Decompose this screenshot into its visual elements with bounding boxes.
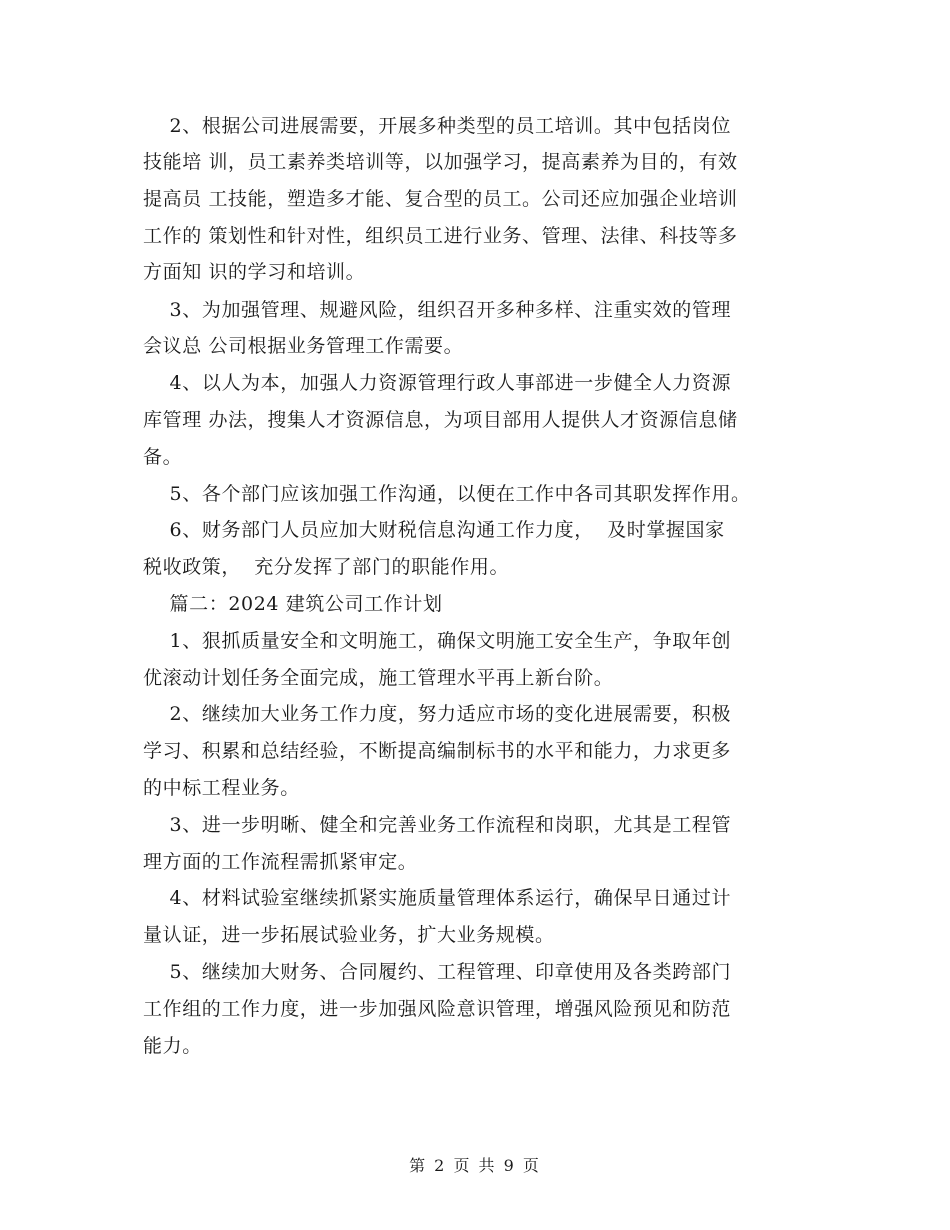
- text-line: 量认证，进一步拓展试验业务，扩大业务规模。: [143, 924, 555, 946]
- text-line: 能力。: [143, 1035, 202, 1057]
- section-heading: 篇二：2024 建筑公司工作计划: [143, 593, 443, 615]
- text-line: 优滚动计划任务全面完成，施工管理水平再上新台阶。: [143, 667, 614, 689]
- text-line: 会议总 公司根据业务管理工作需要。: [143, 335, 464, 357]
- text-line: 1、狠抓质量安全和文明施工，确保文明施工安全生产，争取年创: [143, 630, 732, 652]
- text-line: 4、材料试验室继续抓紧实施质量管理体系运行，确保早日通过计: [143, 887, 732, 909]
- text-line: 备。: [143, 446, 183, 468]
- text-line: 2、根据公司进展需要，开展多种类型的员工培训。其中包括岗位: [143, 115, 732, 137]
- text-line: 6、财务部门人员应加大财税信息沟通工作力度， 及时掌握国家: [143, 519, 725, 541]
- text-line: 库管理 办法，搜集人才资源信息，为项目部用人提供人才资源信息储: [143, 409, 738, 431]
- text-line: 理方面的工作流程需抓紧审定。: [143, 851, 418, 873]
- text-line: 提高员 工技能，塑造多才能、复合型的员工。公司还应加强企业培训: [143, 188, 738, 210]
- text-line: 学习、积累和总结经验，不断提高编制标书的水平和能力，力求更多: [143, 740, 732, 762]
- text-line: 技能培 训，员工素养类培训等，以加强学习，提高素养为目的，有效: [143, 151, 738, 173]
- text-line: 3、为加强管理、规避风险，组织召开多种多样、注重实效的管理: [143, 299, 732, 321]
- text-line: 税收政策， 充分发挥了部门的职能作用。: [143, 556, 510, 578]
- text-line: 5、继续加大财务、合同履约、工程管理、印章使用及各类跨部门: [143, 961, 732, 983]
- text-line: 5、各个部门应该加强工作沟通，以便在工作中各司其职发挥作用。: [143, 483, 751, 505]
- text-line: 的中标工程业务。: [143, 777, 300, 799]
- page-footer: 第 2 页 共 9 页: [409, 1156, 541, 1175]
- text-line: 2、继续加大业务工作力度，努力适应市场的变化进展需要，积极: [143, 703, 732, 725]
- text-line: 4、以人为本，加强人力资源管理行政人事部进一步健全人力资源: [143, 372, 732, 394]
- text-line: 工作组的工作力度，进一步加强风险意识管理，增强风险预见和防范: [143, 998, 732, 1020]
- text-line: 工作的 策划性和针对性，组织员工进行业务、管理、法律、科技等多: [143, 225, 738, 247]
- text-line: 方面知 识的学习和培训。: [143, 261, 366, 283]
- text-line: 3、进一步明晰、健全和完善业务工作流程和岗职，尤其是工程管: [143, 814, 732, 836]
